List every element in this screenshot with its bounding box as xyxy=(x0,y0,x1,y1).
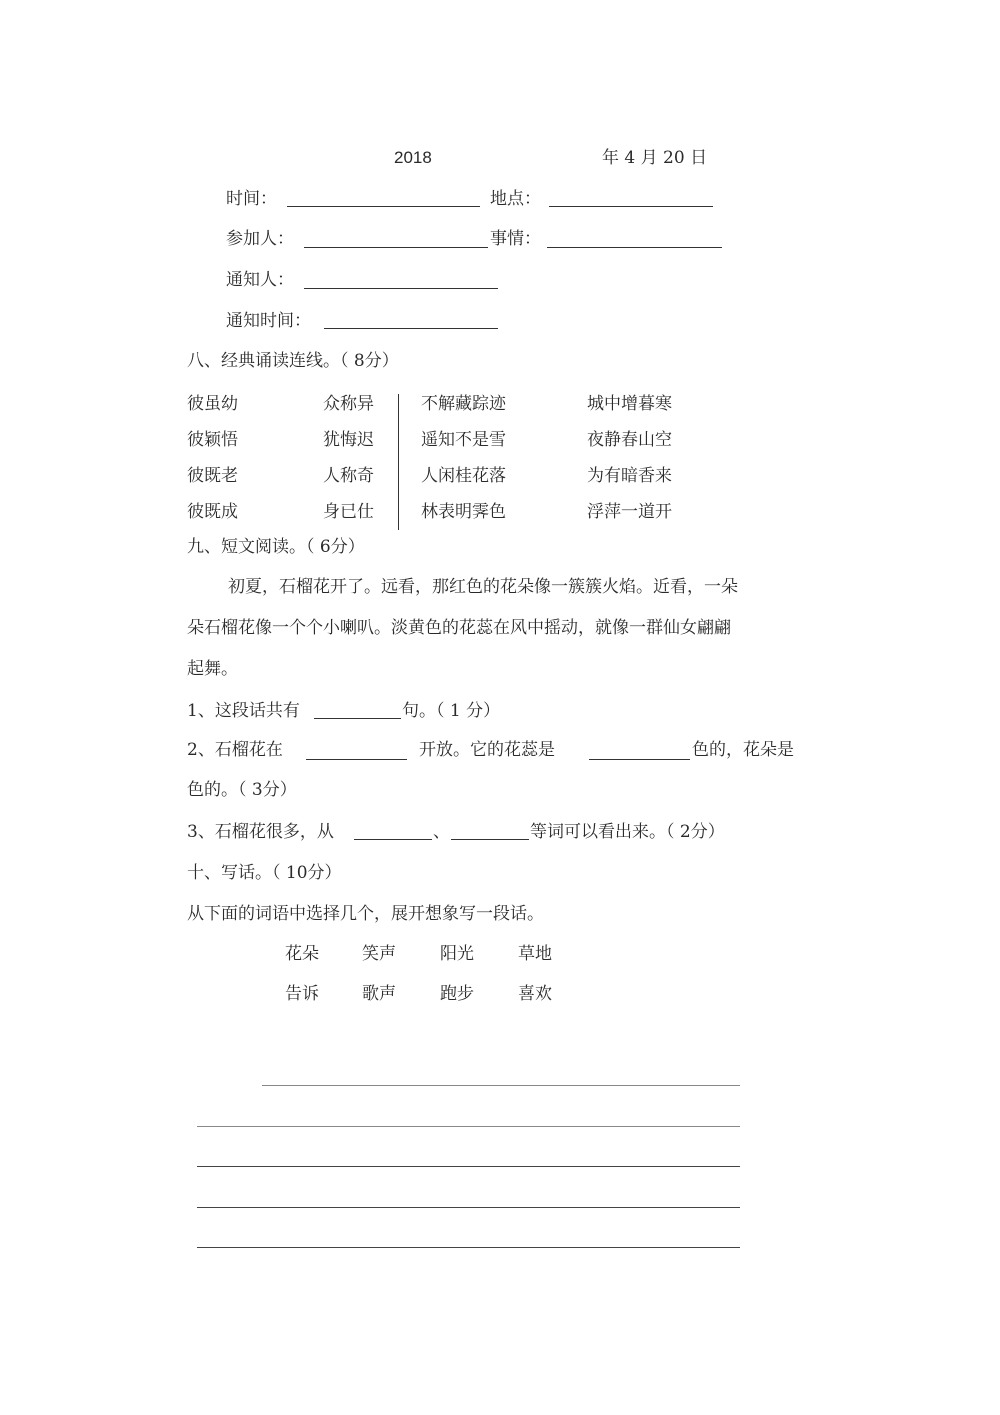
word-option: 告诉 xyxy=(285,984,319,1004)
q1-blank[interactable] xyxy=(314,718,401,719)
right-a-item[interactable]: 人闲桂花落 xyxy=(421,466,506,486)
left-b-item[interactable]: 众称异 xyxy=(323,394,374,414)
right-b-item[interactable]: 浮萍一道开 xyxy=(587,502,672,522)
matter-label: 事情： xyxy=(490,229,541,249)
q3-prefix: 3、石榴花很多，从 xyxy=(187,822,334,842)
notify-time-label: 通知时间： xyxy=(226,311,311,331)
right-b-item[interactable]: 城中增暮寒 xyxy=(587,394,672,414)
passage-line: 起舞。 xyxy=(187,659,238,679)
place-label: 地点： xyxy=(490,189,541,209)
left-a-item[interactable]: 彼既老 xyxy=(187,466,238,486)
right-b-item[interactable]: 夜静春山空 xyxy=(587,430,672,450)
left-b-item[interactable]: 犹悔迟 xyxy=(323,430,374,450)
right-a-item[interactable]: 不解藏踪迹 xyxy=(421,394,506,414)
passage-line: 初夏，石榴花开了。远看，那红色的花朵像一簇簇火焰。近看，一朵 xyxy=(228,577,738,597)
left-b-item[interactable]: 身已仕 xyxy=(323,502,374,522)
writing-line[interactable] xyxy=(197,1166,740,1167)
word-option: 笑声 xyxy=(362,944,396,964)
matter-blank[interactable] xyxy=(547,247,722,248)
q3-blank-1[interactable] xyxy=(354,839,432,840)
left-a-item[interactable]: 彼颖悟 xyxy=(187,430,238,450)
word-option: 阳光 xyxy=(440,944,474,964)
q3-sep: 、 xyxy=(433,822,450,842)
q2-suffix: 色的，花朵是 xyxy=(692,740,794,760)
notifier-label: 通知人： xyxy=(226,270,294,290)
q3-blank-2[interactable] xyxy=(451,839,529,840)
time-blank[interactable] xyxy=(287,206,480,207)
word-option: 跑步 xyxy=(440,984,474,1004)
right-a-item[interactable]: 林表明霁色 xyxy=(421,502,506,522)
writing-line[interactable] xyxy=(197,1207,740,1208)
section10-instruction: 从下面的词语中选择几个，展开想象写一段话。 xyxy=(187,904,544,924)
q1-prefix: 1、这段话共有 xyxy=(187,701,300,721)
writing-line[interactable] xyxy=(197,1126,740,1127)
section10-title: 十、写话。（ 10分） xyxy=(187,863,342,883)
right-b-item[interactable]: 为有暗香来 xyxy=(587,466,672,486)
column-divider xyxy=(398,394,399,530)
left-a-item[interactable]: 彼虽幼 xyxy=(187,394,238,414)
word-option: 草地 xyxy=(518,944,552,964)
q1-suffix: 句。（ 1 分） xyxy=(402,701,501,721)
q3-suffix: 等词可以看出来。（ 2分） xyxy=(530,822,725,842)
left-b-item[interactable]: 人称奇 xyxy=(323,466,374,486)
writing-line[interactable] xyxy=(197,1247,740,1248)
date-month-day: 年 4 月 20 日 xyxy=(602,148,708,168)
notify-time-blank[interactable] xyxy=(324,328,498,329)
q2-blank-stamen[interactable] xyxy=(589,759,690,760)
participants-blank[interactable] xyxy=(304,247,488,248)
right-a-item[interactable]: 遥知不是雪 xyxy=(421,430,506,450)
passage-line: 朵石榴花像一个个小喇叭。淡黄色的花蕊在风中摇动，就像一群仙女翩翩 xyxy=(187,618,731,638)
q2-mid: 开放。它的花蕊是 xyxy=(419,740,555,760)
writing-line[interactable] xyxy=(262,1085,740,1086)
word-option: 喜欢 xyxy=(518,984,552,1004)
q2-line2: 色的。（ 3分） xyxy=(187,780,297,800)
word-option: 歌声 xyxy=(362,984,396,1004)
section8-title: 八、经典诵读连线。（ 8分） xyxy=(187,351,399,371)
word-option: 花朵 xyxy=(285,944,319,964)
left-a-item[interactable]: 彼既成 xyxy=(187,502,238,522)
notifier-blank[interactable] xyxy=(304,288,498,289)
participants-label: 参加人： xyxy=(226,229,294,249)
time-label: 时间： xyxy=(226,189,277,209)
q2-blank-when[interactable] xyxy=(306,759,407,760)
section9-title: 九、短文阅读。（ 6分） xyxy=(187,537,365,557)
q2-prefix: 2、石榴花在 xyxy=(187,740,283,760)
place-blank[interactable] xyxy=(549,206,713,207)
date-year: 2018 xyxy=(394,148,432,167)
